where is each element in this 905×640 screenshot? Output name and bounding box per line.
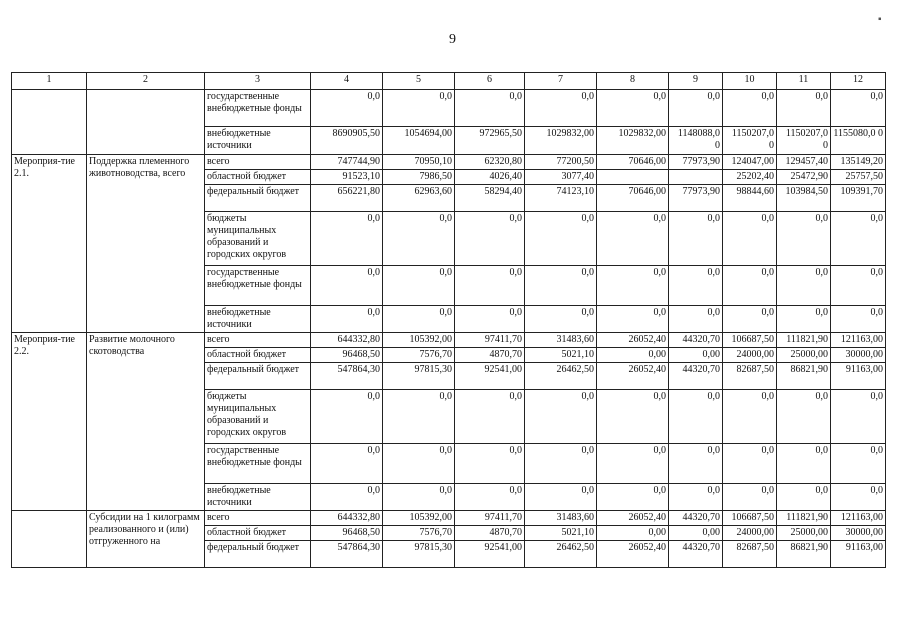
value-cell: 135149,20 bbox=[831, 155, 886, 170]
value-cell: 0,0 bbox=[383, 266, 455, 306]
value-cell: 0,0 bbox=[777, 212, 831, 266]
value-cell: 91523,10 bbox=[311, 170, 383, 185]
value-cell: 0,0 bbox=[525, 306, 597, 333]
value-cell: 1150207,0 0 bbox=[723, 127, 777, 155]
value-cell: 0,0 bbox=[311, 390, 383, 444]
value-cell: 74123,10 bbox=[525, 185, 597, 212]
value-cell: 62320,80 bbox=[455, 155, 525, 170]
value-cell: 0,00 bbox=[669, 348, 723, 363]
value-cell: 106687,50 bbox=[723, 333, 777, 348]
value-cell: 30000,00 bbox=[831, 526, 886, 541]
value-cell: 0,0 bbox=[777, 90, 831, 127]
value-cell: 5021,10 bbox=[525, 348, 597, 363]
value-cell: 0,0 bbox=[597, 266, 669, 306]
value-cell: 96468,50 bbox=[311, 526, 383, 541]
value-cell: 1148088,0 0 bbox=[669, 127, 723, 155]
value-cell: 105392,00 bbox=[383, 333, 455, 348]
budget-table bbox=[11, 72, 886, 568]
measure-name-cell: Развитие молочного скотоводства bbox=[87, 333, 205, 511]
value-cell: 0,0 bbox=[597, 390, 669, 444]
value-cell: 0,0 bbox=[311, 484, 383, 511]
funding-source-cell: всего bbox=[205, 511, 311, 526]
value-cell: 972965,50 bbox=[455, 127, 525, 155]
value-cell: 0,0 bbox=[669, 390, 723, 444]
value-cell: 547864,30 bbox=[311, 363, 383, 390]
value-cell: 0,0 bbox=[455, 90, 525, 127]
value-cell: 97815,30 bbox=[383, 363, 455, 390]
value-cell: 1029832,00 bbox=[597, 127, 669, 155]
value-cell: 0,0 bbox=[525, 390, 597, 444]
value-cell: 0,0 bbox=[777, 266, 831, 306]
value-cell: 77200,50 bbox=[525, 155, 597, 170]
value-cell: 0,0 bbox=[723, 266, 777, 306]
value-cell: 0,0 bbox=[831, 444, 886, 484]
column-header: 12 bbox=[831, 73, 886, 90]
value-cell: 7576,70 bbox=[383, 348, 455, 363]
value-cell: 30000,00 bbox=[831, 348, 886, 363]
value-cell: 25000,00 bbox=[777, 348, 831, 363]
value-cell: 25472,90 bbox=[777, 170, 831, 185]
table-row bbox=[12, 90, 886, 127]
funding-source-cell: областной бюджет bbox=[205, 348, 311, 363]
value-cell: 0,0 bbox=[669, 306, 723, 333]
value-cell: 91163,00 bbox=[831, 541, 886, 568]
funding-source-cell: федеральный бюджет bbox=[205, 541, 311, 568]
value-cell: 4026,40 bbox=[455, 170, 525, 185]
measure-code-cell bbox=[12, 90, 87, 155]
column-header: 6 bbox=[455, 73, 525, 90]
value-cell: 25757,50 bbox=[831, 170, 886, 185]
column-header: 11 bbox=[777, 73, 831, 90]
value-cell: 0,0 bbox=[831, 390, 886, 444]
value-cell: 4870,70 bbox=[455, 526, 525, 541]
value-cell: 121163,00 bbox=[831, 511, 886, 526]
value-cell: 0,0 bbox=[597, 444, 669, 484]
value-cell: 1155080,0 0 bbox=[831, 127, 886, 155]
value-cell: 0,0 bbox=[723, 90, 777, 127]
value-cell: 0,0 bbox=[525, 484, 597, 511]
funding-source-cell: бюджеты муниципальных образований и городских округов bbox=[205, 212, 311, 266]
column-header: 5 bbox=[383, 73, 455, 90]
value-cell: 124047,00 bbox=[723, 155, 777, 170]
value-cell: 92541,00 bbox=[455, 363, 525, 390]
value-cell: 0,0 bbox=[525, 266, 597, 306]
measure-code-cell: Мероприя-тие 2.2. bbox=[12, 333, 87, 511]
value-cell: 0,0 bbox=[669, 212, 723, 266]
value-cell: 0,00 bbox=[597, 348, 669, 363]
value-cell: 106687,50 bbox=[723, 511, 777, 526]
value-cell bbox=[669, 170, 723, 185]
value-cell: 0,0 bbox=[455, 484, 525, 511]
value-cell: 0,0 bbox=[311, 306, 383, 333]
value-cell: 3077,40 bbox=[525, 170, 597, 185]
value-cell: 0,0 bbox=[669, 444, 723, 484]
value-cell: 0,0 bbox=[723, 444, 777, 484]
value-cell: 0,0 bbox=[383, 484, 455, 511]
funding-source-cell: бюджеты муниципальных образований и городских округов bbox=[205, 390, 311, 444]
value-cell: 103984,50 bbox=[777, 185, 831, 212]
column-header: 10 bbox=[723, 73, 777, 90]
value-cell: 44320,70 bbox=[669, 541, 723, 568]
funding-source-cell: государственные внебюджетные фонды bbox=[205, 90, 311, 127]
value-cell: 86821,90 bbox=[777, 541, 831, 568]
value-cell: 0,0 bbox=[525, 444, 597, 484]
value-cell: 26052,40 bbox=[597, 541, 669, 568]
column-header: 3 bbox=[205, 73, 311, 90]
funding-source-cell: внебюджетные источники bbox=[205, 484, 311, 511]
value-cell: 0,0 bbox=[723, 212, 777, 266]
value-cell: 0,0 bbox=[311, 444, 383, 484]
value-cell: 7576,70 bbox=[383, 526, 455, 541]
value-cell: 656221,80 bbox=[311, 185, 383, 212]
column-header: 1 bbox=[12, 73, 87, 90]
value-cell: 0,0 bbox=[669, 484, 723, 511]
value-cell: 8690905,50 bbox=[311, 127, 383, 155]
value-cell: 0,0 bbox=[597, 90, 669, 127]
value-cell: 0,0 bbox=[311, 212, 383, 266]
value-cell: 98844,60 bbox=[723, 185, 777, 212]
table-row bbox=[12, 333, 886, 348]
value-cell: 747744,90 bbox=[311, 155, 383, 170]
scan-speck: ▪ bbox=[878, 14, 882, 25]
value-cell: 1029832,00 bbox=[525, 127, 597, 155]
value-cell: 77973,90 bbox=[669, 185, 723, 212]
value-cell: 129457,40 bbox=[777, 155, 831, 170]
value-cell: 0,0 bbox=[455, 444, 525, 484]
measure-code-cell: Мероприя-тие 2.1. bbox=[12, 155, 87, 333]
value-cell: 0,0 bbox=[723, 390, 777, 444]
value-cell: 0,0 bbox=[383, 212, 455, 266]
funding-source-cell: всего bbox=[205, 155, 311, 170]
funding-source-cell: всего bbox=[205, 333, 311, 348]
value-cell: 0,0 bbox=[455, 212, 525, 266]
funding-source-cell: внебюджетные источники bbox=[205, 306, 311, 333]
value-cell: 24000,00 bbox=[723, 348, 777, 363]
value-cell: 0,0 bbox=[777, 484, 831, 511]
value-cell: 26462,50 bbox=[525, 541, 597, 568]
value-cell: 26052,40 bbox=[597, 363, 669, 390]
value-cell bbox=[597, 170, 669, 185]
value-cell: 44320,70 bbox=[669, 363, 723, 390]
value-cell: 109391,70 bbox=[831, 185, 886, 212]
value-cell: 92541,00 bbox=[455, 541, 525, 568]
value-cell: 70646,00 bbox=[597, 155, 669, 170]
value-cell: 82687,50 bbox=[723, 363, 777, 390]
value-cell: 44320,70 bbox=[669, 333, 723, 348]
value-cell: 0,0 bbox=[831, 484, 886, 511]
value-cell: 0,0 bbox=[597, 212, 669, 266]
table-body bbox=[12, 90, 886, 568]
measure-name-cell: Поддержка племенного животноводства, всего bbox=[87, 155, 205, 333]
value-cell: 24000,00 bbox=[723, 526, 777, 541]
value-cell: 97411,70 bbox=[455, 511, 525, 526]
value-cell: 4870,70 bbox=[455, 348, 525, 363]
funding-source-cell: государственные внебюджетные фонды bbox=[205, 266, 311, 306]
value-cell: 0,0 bbox=[831, 266, 886, 306]
table-row bbox=[12, 155, 886, 170]
value-cell: 111821,90 bbox=[777, 511, 831, 526]
column-header: 4 bbox=[311, 73, 383, 90]
value-cell: 25000,00 bbox=[777, 526, 831, 541]
measure-name-cell bbox=[87, 90, 205, 155]
value-cell: 0,0 bbox=[831, 212, 886, 266]
value-cell: 0,0 bbox=[455, 390, 525, 444]
value-cell: 0,0 bbox=[723, 484, 777, 511]
funding-source-cell: федеральный бюджет bbox=[205, 363, 311, 390]
value-cell: 31483,60 bbox=[525, 511, 597, 526]
funding-source-cell: областной бюджет bbox=[205, 170, 311, 185]
value-cell: 86821,90 bbox=[777, 363, 831, 390]
funding-source-cell: государственные внебюджетные фонды bbox=[205, 444, 311, 484]
value-cell: 44320,70 bbox=[669, 511, 723, 526]
value-cell: 0,0 bbox=[311, 266, 383, 306]
column-header: 8 bbox=[597, 73, 669, 90]
value-cell: 0,0 bbox=[669, 266, 723, 306]
value-cell: 25202,40 bbox=[723, 170, 777, 185]
funding-source-cell: внебюджетные источники bbox=[205, 127, 311, 155]
value-cell: 58294,40 bbox=[455, 185, 525, 212]
value-cell: 547864,30 bbox=[311, 541, 383, 568]
value-cell: 0,00 bbox=[669, 526, 723, 541]
value-cell: 0,0 bbox=[831, 90, 886, 127]
value-cell: 62963,60 bbox=[383, 185, 455, 212]
value-cell: 1150207,0 0 bbox=[777, 127, 831, 155]
value-cell: 0,0 bbox=[597, 306, 669, 333]
value-cell: 0,0 bbox=[383, 90, 455, 127]
table-row bbox=[12, 511, 886, 526]
column-number-row bbox=[12, 73, 886, 90]
column-header: 7 bbox=[525, 73, 597, 90]
funding-source-cell: федеральный бюджет bbox=[205, 185, 311, 212]
value-cell: 1054694,00 bbox=[383, 127, 455, 155]
value-cell: 91163,00 bbox=[831, 363, 886, 390]
value-cell: 97411,70 bbox=[455, 333, 525, 348]
value-cell: 0,0 bbox=[597, 484, 669, 511]
value-cell: 0,0 bbox=[777, 444, 831, 484]
value-cell: 7986,50 bbox=[383, 170, 455, 185]
column-header: 2 bbox=[87, 73, 205, 90]
value-cell: 70646,00 bbox=[597, 185, 669, 212]
measure-code-cell bbox=[12, 511, 87, 568]
value-cell: 0,0 bbox=[383, 444, 455, 484]
value-cell: 97815,30 bbox=[383, 541, 455, 568]
page-number: 9 bbox=[449, 32, 456, 47]
value-cell: 0,0 bbox=[525, 90, 597, 127]
value-cell: 0,0 bbox=[777, 390, 831, 444]
value-cell: 105392,00 bbox=[383, 511, 455, 526]
funding-source-cell: областной бюджет bbox=[205, 526, 311, 541]
measure-name-cell: Субсидии на 1 килограмм реализованного и (или) отгруженного на bbox=[87, 511, 205, 568]
value-cell: 0,0 bbox=[777, 306, 831, 333]
value-cell: 31483,60 bbox=[525, 333, 597, 348]
value-cell: 26052,40 bbox=[597, 511, 669, 526]
value-cell: 5021,10 bbox=[525, 526, 597, 541]
value-cell: 111821,90 bbox=[777, 333, 831, 348]
value-cell: 0,0 bbox=[383, 306, 455, 333]
value-cell: 0,0 bbox=[525, 212, 597, 266]
value-cell: 0,0 bbox=[831, 306, 886, 333]
value-cell: 0,0 bbox=[669, 90, 723, 127]
value-cell: 0,00 bbox=[597, 526, 669, 541]
value-cell: 0,0 bbox=[383, 390, 455, 444]
value-cell: 26052,40 bbox=[597, 333, 669, 348]
value-cell: 26462,50 bbox=[525, 363, 597, 390]
value-cell: 0,0 bbox=[723, 306, 777, 333]
value-cell: 121163,00 bbox=[831, 333, 886, 348]
value-cell: 644332,80 bbox=[311, 511, 383, 526]
value-cell: 70950,10 bbox=[383, 155, 455, 170]
value-cell: 644332,80 bbox=[311, 333, 383, 348]
value-cell: 77973,90 bbox=[669, 155, 723, 170]
value-cell: 82687,50 bbox=[723, 541, 777, 568]
column-header: 9 bbox=[669, 73, 723, 90]
value-cell: 0,0 bbox=[455, 306, 525, 333]
value-cell: 0,0 bbox=[311, 90, 383, 127]
value-cell: 96468,50 bbox=[311, 348, 383, 363]
value-cell: 0,0 bbox=[455, 266, 525, 306]
